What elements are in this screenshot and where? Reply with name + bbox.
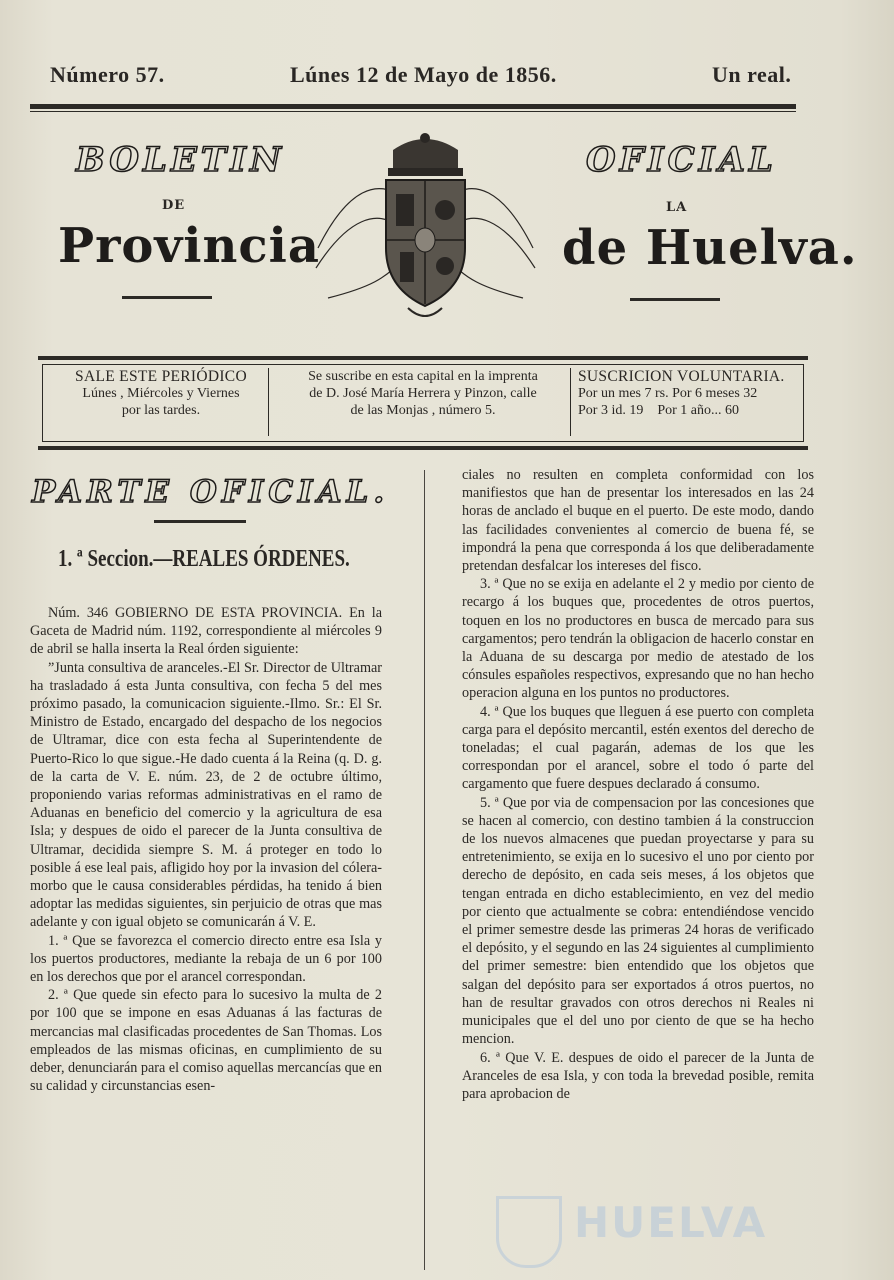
ornament-left — [122, 296, 212, 299]
paragraph: 5. ª Que por via de compensacion por las concesiones que se hacen al comercio, con destino tambien á la construccion de los nuevos almacenes que puedan proyectarse y para su entretenimiento, se exija en lo sucesivo el uno por ciento por derecho de depósito, en cada seis meses, á los objetos que tengan entrada en dicho establecimiento, en vez del medio por ciento que actualmente se cobra: entendiéndose vencido el primer semestre desde las primeras 24 horas de verificado el depósito, y el segundo en las 24 siguientes al cumplimiento del primer semestre: bien entendido que los objetos que salgan del depósito para ser exportados á otros puertos, no han de resultar gravados con otros derechos ni Reales ni municipales que el del uno por ciento de que se ha hecho mencion. — [462, 794, 814, 1048]
shield-icon — [496, 1196, 562, 1268]
address-line-1: Se suscribe en esta capital en la imprenta — [308, 369, 538, 384]
issue-price: Un real. — [712, 62, 792, 87]
title-de: DE — [162, 198, 186, 213]
ornament-right — [630, 298, 720, 301]
address-line-3: de las Monjas , número 5. — [350, 403, 496, 418]
title-la: LA — [666, 200, 688, 215]
paragraph: 4. ª Que los buques que lleguen á ese puerto con completa carga para el depósito mercantil, estén exentos del derecho de toneladas; el cual pagarán, ademas de los que les correspondan por el arancel, sobre el todo ó parte del cargamento que fuere despues declarado á consumo. — [462, 703, 814, 793]
paragraph: 3. ª Que no se exija en adelante el 2 y medio por ciento de recargo á los buques que, procedentes de otros puertos, toquen en los no productores en busca de mercado para sus cargamentos; pero tendrán la obligacion de hacerlo constar en la Aduana de su descarga por medio de atestado de los cónsules españoles respectivos, expresando que no han hecho operacion alguna en los puntos no productores. — [462, 576, 814, 702]
watermark-text: HUELVA — [574, 1198, 768, 1247]
parte-oficial-heading: PARTE OFICIAL. — [32, 474, 390, 510]
info-divider — [570, 368, 571, 436]
title-huelva: de Huelva. — [562, 220, 858, 276]
paragraph: ciales no resulten en completa conformidad con los manifiestos que han de presentar los interesados en las 24 horas de anclado el buque en el puerto. De este modo, dando las facilidades convenientes al comercio de buena fé, se impondrá la pena que corresponda á los que deliberadamente pretendan desfalcar los intereses del fisco. — [462, 467, 814, 575]
section-ornament — [154, 520, 246, 523]
prices-line-2: Por 3 id. 19 Por 1 año... 60 — [578, 403, 739, 418]
issue-date: Lúnes 12 de Mayo de 1856. — [290, 62, 557, 87]
section-heading: 1. ª Seccion.—REALES ÓRDENES. — [58, 546, 350, 573]
paragraph: ”Junta consultiva de aranceles.-El Sr. Director de Ultramar ha trasladado á esta Junta consultiva, con fecha 5 del mes próximo pasado, la comunicacion siguiente.-Ilmo. Sr.: El Sr. Ministro de Estado, encargado del despacho de los negocios de Ultramar, dice con esta fecha al Superintendente de Puerto-Rico lo que sigue.-He dado cuenta á la Reina (q. D. g. de la carta de V. E. núm. 23, de 2 de octubre último, proponiendo varias reformas administrativas en el ramo de Aduanas en beneficio del comercio y la agricultura de esa Isla; y despues de oido el parecer de la Junta consultiva de Ultramar, decidida siempre S. M. á proteger en todo lo posible á ese leal pais, afligido hoy por la invasion del cólera-morbo que le causa considerables pérdidas, ha tenido á bien adoptar las medidas siguientes, sin perjuicio de otras que mas adelante y con igual objeto se comunicarán á V. E. — [30, 659, 382, 931]
column-divider — [424, 470, 425, 1270]
right-column — [462, 466, 814, 1103]
subscription-address — [278, 368, 568, 419]
schedule-time: por las tardes. — [121, 403, 201, 418]
coat-of-arms-icon — [308, 128, 543, 328]
title-boletin: BOLETIN — [76, 140, 286, 180]
paragraph: 1. ª Que se favorezca el comercio directo entre esa Isla y los puertos productores, mediante la rebaja de un 6 por 100 en los derechos que por el arancel correspondan. — [30, 932, 382, 986]
masthead-rule-thin — [30, 111, 796, 112]
info-divider — [268, 368, 269, 436]
issue-number: Número 57. — [50, 62, 165, 87]
title-provincia: Provincia — [58, 218, 320, 274]
paragraph: 2. ª Que quede sin efecto para lo sucesivo la multa de 2 por 100 que se impone en esas Aduanas á las facturas de mercancias mal clasificadas procedentes de San Thomas. Los empleados de las mismas oficinas, en cumplimiento de su deber, denunciarán para el comiso aquellas mercancías que en su calidad y circunstancias esen- — [30, 987, 382, 1095]
schedule-days: Lúnes , Miércoles y Viernes — [82, 386, 240, 401]
publication-schedule — [56, 368, 266, 419]
left-column — [30, 604, 382, 1095]
subscription-box — [38, 356, 808, 450]
prices-heading: SUSCRICION VOLUNTARIA. — [578, 368, 785, 385]
prices-line-1: Por un mes 7 rs. Por 6 meses 32 — [578, 386, 758, 401]
title-oficial: OFICIAL — [586, 140, 777, 180]
schedule-heading: SALE ESTE PERIÓDICO — [75, 368, 247, 385]
address-line-2: de D. José María Herrera y Pinzon, calle — [309, 386, 537, 401]
paragraph: 6. ª Que V. E. despues de oido el parecer de la Junta de Aranceles de esa Isla, y con toda la brevedad posible, remita para aprobacion de — [462, 1049, 814, 1102]
subscription-prices — [578, 368, 803, 419]
paragraph: Núm. 346 GOBIERNO DE ESTA PROVINCIA. En la Gaceta de Madrid núm. 1192, correspondiente al miércoles 9 de abril se halla inserta la Real órden siguiente: — [30, 605, 382, 658]
masthead-rule — [30, 104, 796, 109]
